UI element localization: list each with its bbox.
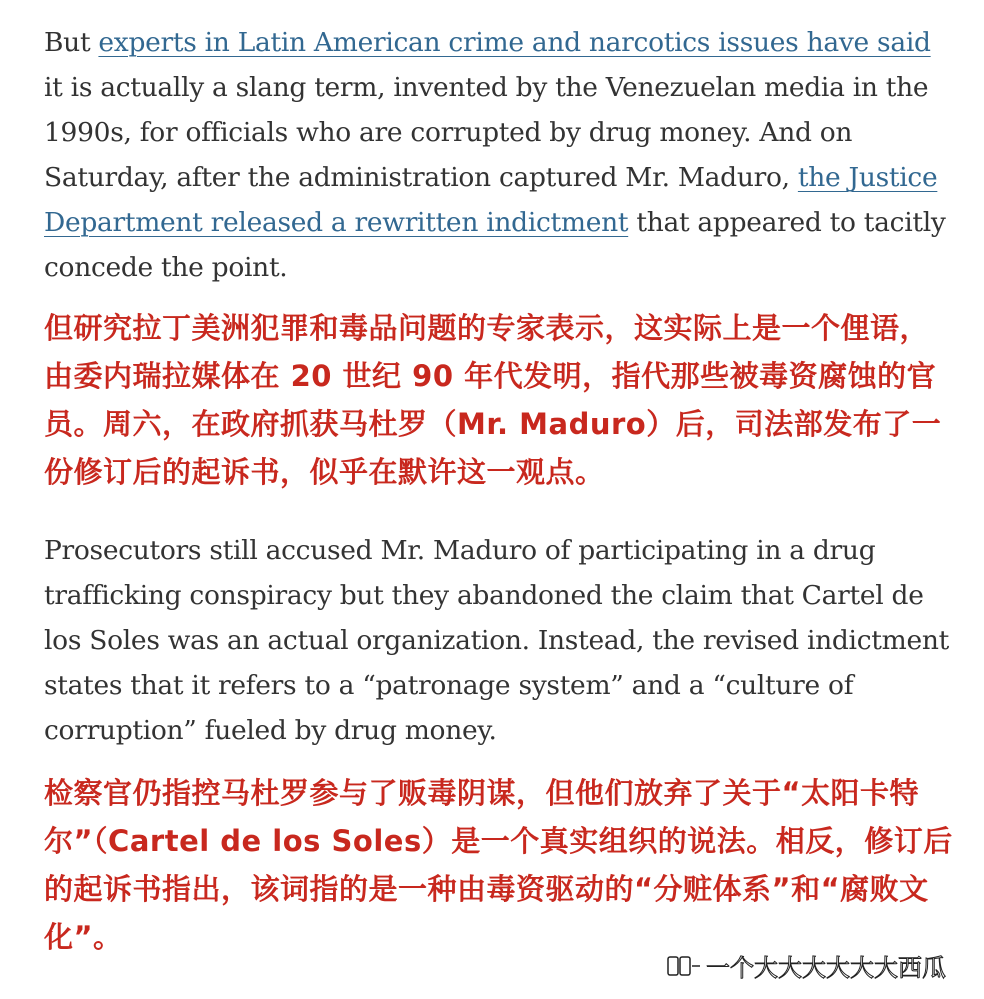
paragraph1-text-a: But (44, 27, 99, 58)
english-paragraph-2: Prosecutors still accused Mr. Maduro of participating in a drug trafficking conspiracy but they abandoned the claim that Cartel de los Soles was an actual organization. Instead, the revised indictment states that it refers to a “patronage system” and a “culture of corruption” fueled by drug money. (44, 535, 949, 746)
platform-logo-icon (666, 954, 702, 978)
chinese-translation-1: 但研究拉丁美洲犯罪和毒品问题的专家表示，这实际上是一个俚语，由委内瑞拉媒体在 20 世纪 90 年代发明，指代那些被毒资腐蚀的官员。周六，在政府抓获马杜罗（Mr. Maduro）后，司法部发布了一份修订后的起诉书，似乎在默许这一观点。 (44, 311, 942, 489)
indictment-link[interactable]: the Justice Department released a rewritten indictment (44, 162, 938, 238)
author-watermark (666, 948, 946, 983)
paragraph1-text-b: it is actually a slang term, invented by the Venezuelan media in the 1990s, for officials who are corrupted by drug money. And on Saturday, after the administration captured Mr. Maduro, (44, 72, 929, 193)
chinese-translation-2: 检察官仍指控马杜罗参与了贩毒阴谋，但他们放弃了关于“太阳卡特尔”（Cartel de los Soles）是一个真实组织的说法。相反，修订后的起诉书指出，该词指的是一种由毒资驱动的“分赃体系”和“腐败文化”。 (44, 776, 953, 954)
english-paragraph-1 (44, 20, 954, 290)
experts-link[interactable]: experts in Latin American crime and narcotics issues have said (98, 27, 931, 58)
watermark-text: 一个大大大大大大西瓜 (706, 954, 946, 982)
paragraph1-text-c: that appeared to tacitly concede the point. (44, 207, 946, 283)
